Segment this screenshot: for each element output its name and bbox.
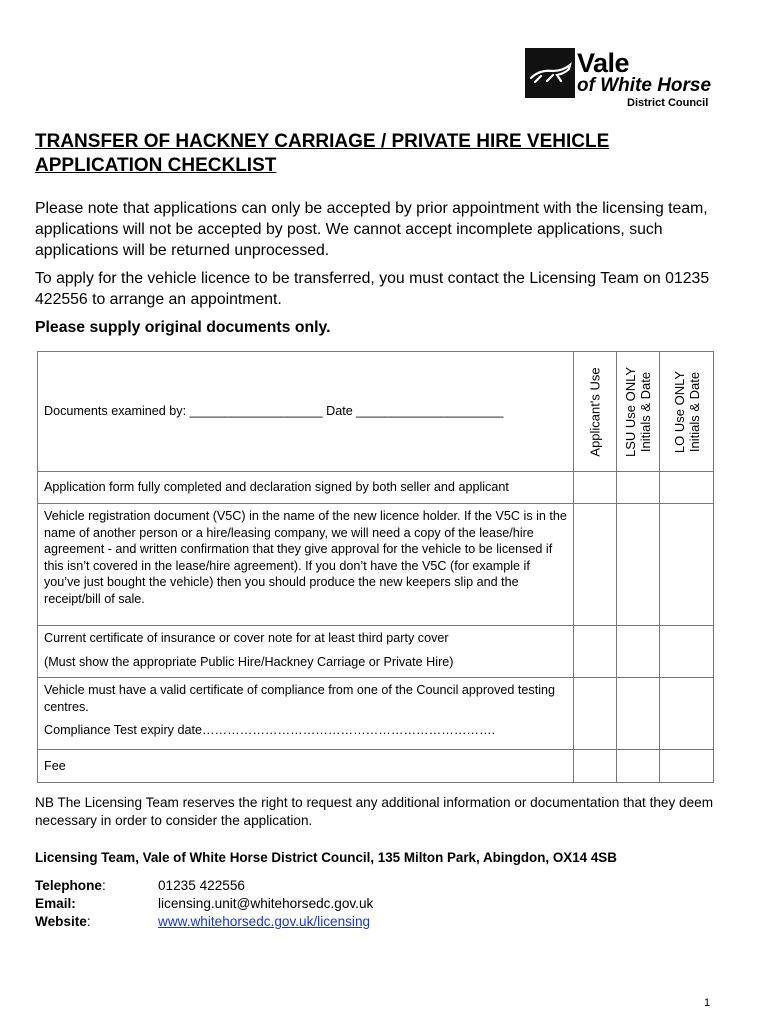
lsu-check-cell[interactable] [617, 504, 660, 626]
row-compliance [38, 678, 574, 750]
lsu-check-cell[interactable] [617, 750, 660, 783]
applicants-use-label: Applicant's Use [587, 366, 603, 457]
checklist-table [37, 351, 714, 783]
table-row [38, 678, 714, 750]
lsu-use-label: LSU Use ONLY [623, 366, 638, 457]
page-number: 1 [704, 997, 711, 1009]
intro-paragraph-2: To apply for the vehicle licence to be transferred, you must contact the Licensing Team on 01235 422556 to arrange an appointment. [35, 270, 710, 308]
contact-details [35, 877, 373, 931]
table-row [38, 504, 714, 626]
lsu-initials-label: Initials & Date [638, 371, 653, 452]
lo-check-cell[interactable] [660, 678, 714, 750]
lsu-check-cell[interactable] [617, 678, 660, 750]
document-title [35, 130, 735, 178]
telephone-row: Telephone: 01235 422556 [35, 878, 245, 893]
lsu-check-cell[interactable] [617, 472, 660, 504]
row-insurance [38, 626, 574, 678]
title-line-1: TRANSFER OF HACKNEY CARRIAGE / PRIVATE HIRE VEHICLE [35, 131, 610, 152]
website-label: Website [35, 914, 87, 929]
original-documents-notice: Please supply original documents only. [35, 319, 331, 336]
row-application-form: Application form fully completed and declaration signed by both seller and applicant [38, 472, 574, 504]
council-logo [525, 48, 715, 110]
logo-text-vale: Vale [577, 48, 630, 78]
website-row: Website: www.whitehorsedc.gov.uk/licensing [35, 914, 371, 929]
applicant-check-cell[interactable] [574, 504, 617, 626]
nb-note: NB The Licensing Team reserves the right to request any additional information or documentation that they deem necessary in order to consider the application. [35, 795, 714, 828]
table-row [38, 472, 714, 504]
insurance-text: Current certificate of insurance or cover note for at least third party cover [44, 631, 449, 645]
lsu-use-header [617, 352, 660, 472]
compliance-expiry: Compliance Test expiry date……………………………………………………………. [44, 723, 496, 737]
lo-check-cell[interactable] [660, 472, 714, 504]
email-label: Email: [35, 896, 76, 911]
applicants-use-header [574, 352, 617, 472]
insurance-note: (Must show the appropriate Public Hire/Hackney Carriage or Private Hire) [44, 654, 454, 669]
row-fee: Fee [38, 750, 574, 783]
row-vehicle-registration: Vehicle registration document (V5C) in the name of the new licence holder. If the V5C is in the name of another person or a hire/leasing company, we will need a copy of the lease/hire agreement - and written confirmation that they give approval for the vehicle to be licensed if this isn’t covered in the lease/hire agreement). If you don’t have the V5C (for example if you’ve just bought the vehicle) then you should produce the new keepers slip and the receipt/bill of sale. [38, 504, 574, 626]
table-row [38, 626, 714, 678]
website-link[interactable]: www.whitehorsedc.gov.uk/licensing [158, 914, 371, 929]
licensing-address: Licensing Team, Vale of White Horse District Council, 135 Milton Park, Abingdon, OX14 4SB [35, 850, 617, 865]
email-row [35, 895, 373, 913]
lsu-check-cell[interactable] [617, 626, 660, 678]
lo-check-cell[interactable] [660, 750, 714, 783]
applicant-check-cell[interactable] [574, 472, 617, 504]
intro-paragraph-1: Please note that applications can only be accepted by prior appointment with the licensing team, applications will not be accepted by post. We cannot accept incomplete applications, such applications will be returned unprocessed. [35, 200, 708, 259]
lo-check-cell[interactable] [660, 504, 714, 626]
applicant-check-cell[interactable] [574, 678, 617, 750]
documents-examined-text: Documents examined by: ___________________ Date _____________________ [44, 404, 504, 419]
lo-initials-label: Initials & Date [686, 371, 702, 452]
applicant-check-cell[interactable] [574, 626, 617, 678]
white-horse-logo-icon [525, 48, 575, 98]
telephone-label: Telephone [35, 878, 102, 893]
email-value[interactable]: licensing.unit@whitehorsedc.gov.uk [158, 896, 374, 911]
table-row [38, 750, 714, 783]
compliance-text: Vehicle must have a valid certificate of compliance from one of the Council approved testing centres. [44, 683, 556, 714]
title-line-2: APPLICATION CHECKLIST [35, 155, 277, 176]
telephone-value: 01235 422556 [158, 878, 245, 893]
lo-use-header [660, 352, 714, 472]
logo-text-white-horse: of White Horse [577, 75, 712, 96]
logo-text-district-council: District Council [627, 97, 709, 109]
lo-use-label: LO Use ONLY [671, 370, 687, 453]
lo-check-cell[interactable] [660, 626, 714, 678]
documents-examined-cell [38, 352, 574, 472]
table-header-row [38, 352, 714, 472]
applicant-check-cell[interactable] [574, 750, 617, 783]
